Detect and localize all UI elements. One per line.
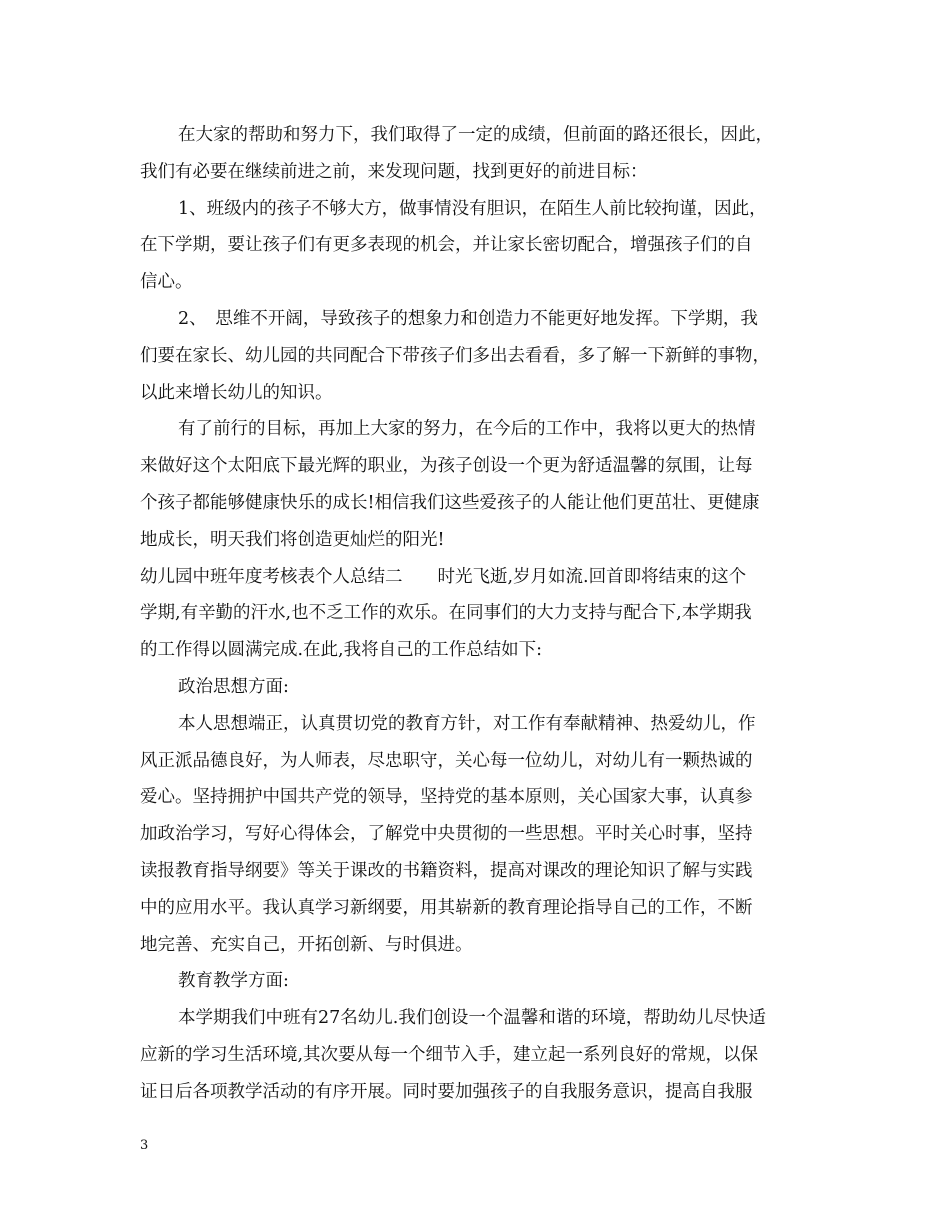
text-line: 地完善、充实自己，开拓创新、与时俱进。 bbox=[140, 934, 473, 955]
text-line: 加政治学习，写好心得体会，了解党中央贯彻的一些思想。平时关心时事，坚持 bbox=[140, 824, 753, 845]
text-line: 政治思想方面: bbox=[178, 676, 289, 697]
text-line: 以此来增长幼儿的知识。 bbox=[140, 382, 333, 403]
text-line: 我们有必要在继续前进之前，来发现问题，找到更好的前进目标： bbox=[140, 161, 648, 182]
text-line: 风正派品德良好，为人师表，尽忠职守，关心每一位幼儿，对幼儿有一颗热诚的 bbox=[140, 750, 753, 771]
text-line: 幼儿园中班年度考核表个人总结二 时光飞逝,岁月如流.回首即将结束的这个 bbox=[140, 566, 747, 587]
text-line: 信心。 bbox=[140, 272, 193, 293]
text-line: 地成长，明天我们将创造更灿烂的阳光! bbox=[140, 529, 445, 550]
text-line: 在大家的帮助和努力下，我们取得了一定的成绩，但前面的路还很长，因此， bbox=[178, 125, 773, 145]
text-line: 1、班级内的孩子不够大方，做事情没有胆识，在陌生人前比较拘谨，因此， bbox=[178, 198, 767, 219]
text-line: 本人思想端正，认真贯切党的教育方针，对工作有奉献精神、热爱幼儿，作 bbox=[178, 713, 756, 734]
text-line: 本学期我们中班有27名幼儿.我们创设一个温馨和谐的环境，帮助幼儿尽快适 bbox=[178, 1008, 766, 1029]
page-number: 3 bbox=[140, 1138, 149, 1153]
text-line: 爱心。坚持拥护中国共产党的领导，坚持党的基本原则，关心国家大事，认真参 bbox=[140, 787, 753, 808]
document-body bbox=[140, 117, 812, 1111]
text-line: 教育教学方面: bbox=[178, 971, 289, 992]
text-line: 中的应用水平。我认真学习新纲要，用其崭新的教育理论指导自己的工作，不断 bbox=[140, 897, 753, 918]
text-line: 的工作得以圆满完成.在此,我将自己的工作总结如下: bbox=[140, 640, 543, 661]
text-line: 们要在家长、幼儿园的共同配合下带孩子们多出去看看，多了解一下新鲜的事物， bbox=[140, 345, 770, 366]
text-line: 应新的学习生活环境,其次要从每一个细节入手，建立起一系列良好的常规，以保 bbox=[140, 1044, 759, 1065]
text-line: 有了前行的目标，再加上大家的努力，在今后的工作中，我将以更大的热情 bbox=[178, 419, 756, 440]
text-line: 来做好这个太阳底下最光辉的职业，为孩子创设一个更为舒适温馨的氛围，让每 bbox=[140, 456, 753, 477]
text-line: 学期,有辛勤的汗水,也不乏工作的欢乐。在同事们的大力支持与配合下,本学期我 bbox=[140, 603, 752, 624]
text-line: 证日后各项教学活动的有序开展。同时要加强孩子的自我服务意识，提高自我服 bbox=[140, 1081, 753, 1102]
text-line: 个孩子都能够健康快乐的成长!相信我们这些爱孩子的人能让他们更茁壮、更健康 bbox=[140, 492, 760, 513]
text-line: 在下学期，要让孩子们有更多表现的机会，并让家长密切配合，增强孩子们的自 bbox=[140, 235, 753, 256]
text-line: 2、 思维不开阔，导致孩子的想象力和创造力不能更好地发挥。下学期，我 bbox=[178, 308, 758, 329]
text-line: 读报教育指导纲要》等关于课改的书籍资料，提高对课改的理论知识了解与实践 bbox=[140, 860, 753, 881]
